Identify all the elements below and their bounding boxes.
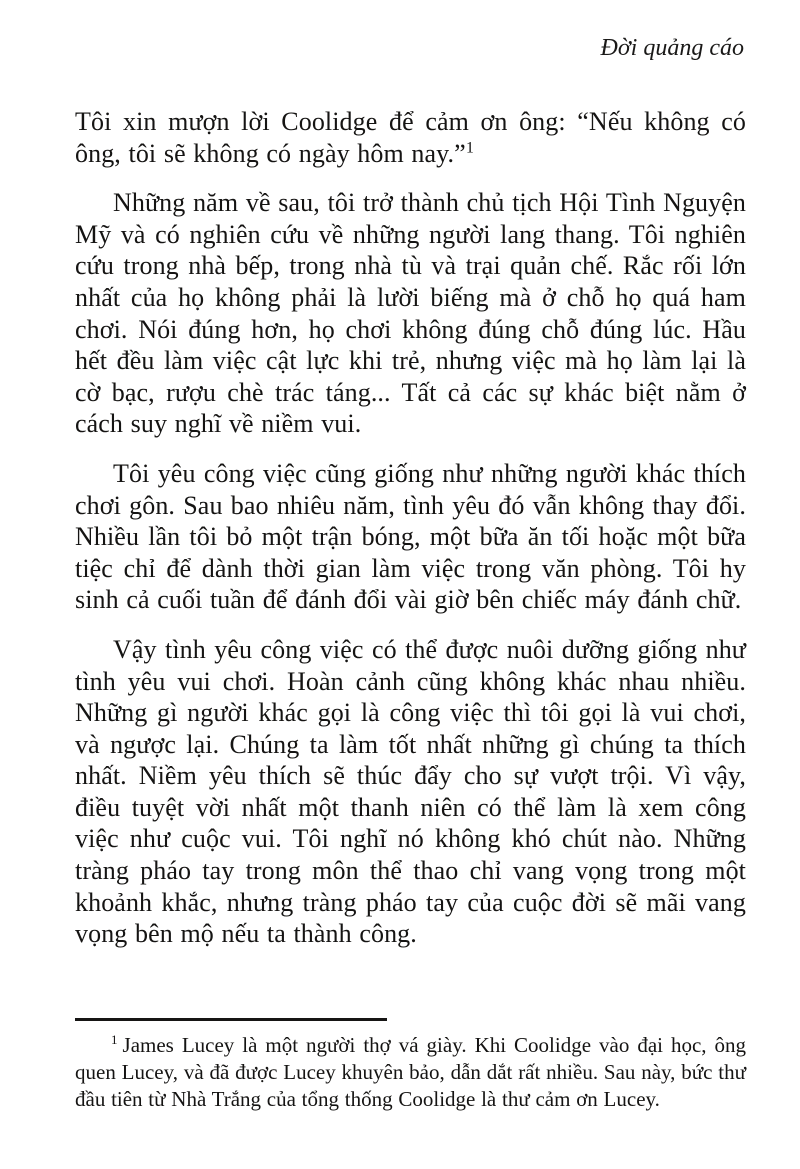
paragraph-text: Vậy tình yêu công việc có thể được nuôi dưỡng giống như tình yêu vui chơi. Hoàn cảnh cũng không khác nhau nhiều. Những gì người khác gọi là công việc thì tôi gọi là vui chơi, và ngược lại. Chúng ta làm tốt nhất những gì chúng ta thích nhất. Niềm yêu thích sẽ thúc đẩy cho sự vượt trội. Vì vậy, điều tuyệt vời nhất một thanh niên có thể làm là xem công việc như cuộc vui. Tôi nghĩ nó không khó chút nào. Những tràng pháo tay trong môn thể thao chỉ vang vọng trong một khoảnh khắc, nhưng tràng pháo tay của cuộc đời sẽ mãi vang vọng bên mộ nếu ta thành công.	[75, 634, 746, 949]
paragraph	[75, 634, 746, 950]
footnote-reference: 1	[465, 138, 474, 156]
footnote-text: James Lucey là một người thợ vá giày. Khi Coolidge vào đại học, ông quen Lucey, và đã được Lucey khuyên bảo, dẫn dắt rất nhiều. Sau này, bức thư đầu tiên từ Nhà Trắng của tổng thống Coolidge là thư cảm ơn Lucey.	[75, 1033, 746, 1111]
paragraph	[75, 458, 746, 616]
running-title: Đời quảng cáo	[600, 35, 744, 61]
paragraph	[75, 187, 746, 440]
footnote-marker: 1	[111, 1032, 118, 1047]
paragraph-text: Tôi xin mượn lời Coolidge để cảm ơn ông: “Nếu không có ông, tôi sẽ không có ngày hôm nay.”	[75, 107, 746, 168]
paragraph-text: Tôi yêu công việc cũng giống như những người khác thích chơi gôn. Sau bao nhiêu năm, tình yêu đó vẫn không thay đổi. Nhiều lần tôi bỏ một trận bóng, một bữa ăn tối hoặc một bữa tiệc chỉ để dành thời gian làm việc trong văn phòng. Tôi hy sinh cả cuối tuần để đánh đổi vài giờ bên chiếc máy đánh chữ.	[75, 458, 746, 615]
footnote-text-block	[75, 1032, 746, 1113]
paragraph	[75, 106, 746, 169]
page-body	[75, 106, 746, 950]
running-header	[75, 34, 746, 62]
footnote-divider	[75, 1018, 387, 1021]
paragraph-text: Những năm về sau, tôi trở thành chủ tịch Hội Tình Nguyện Mỹ và có nghiên cứu về những người lang thang. Tôi nghiên cứu trong nhà bếp, trong nhà tù và trại quản chế. Rắc rối lớn nhất của họ không phải là lười biếng mà ở chỗ họ quá ham chơi. Nói đúng hơn, họ chơi không đúng chỗ đúng lúc. Hầu hết đều làm việc cật lực khi trẻ, nhưng việc mà họ làm lại là cờ bạc, rượu chè trác táng... Tất cả các sự khác biệt nằm ở cách suy nghĩ về niềm vui.	[75, 188, 746, 439]
footnote	[75, 1018, 746, 1113]
